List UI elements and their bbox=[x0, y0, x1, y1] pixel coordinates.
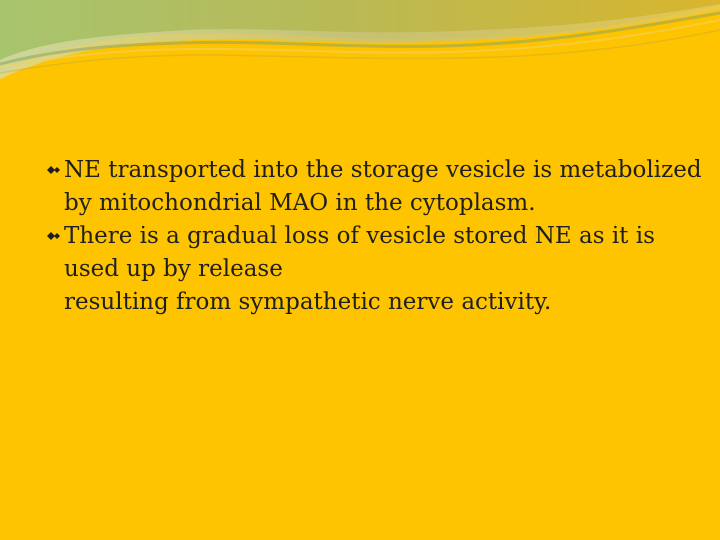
bullet-1 bbox=[44, 154, 702, 187]
bullet-2-line-1: There is a gradual loss of vesicle stored NE as it is bbox=[64, 223, 655, 249]
diamond-bullet-icon bbox=[44, 220, 64, 253]
top-wave-decoration bbox=[0, 0, 720, 100]
diamond-bullet-icon bbox=[44, 154, 64, 187]
slide-body bbox=[44, 154, 702, 319]
bullet-2 bbox=[44, 220, 694, 253]
bullet-1-line-1: NE transported into the storage vesicle is metabolized bbox=[64, 157, 702, 183]
bullet-2-line-2: used up by release bbox=[64, 256, 283, 282]
bullet-1-line-2: by mitochondrial MAO in the cytoplasm. bbox=[64, 190, 536, 216]
bullet-2-line-3: resulting from sympathetic nerve activity. bbox=[64, 289, 552, 315]
